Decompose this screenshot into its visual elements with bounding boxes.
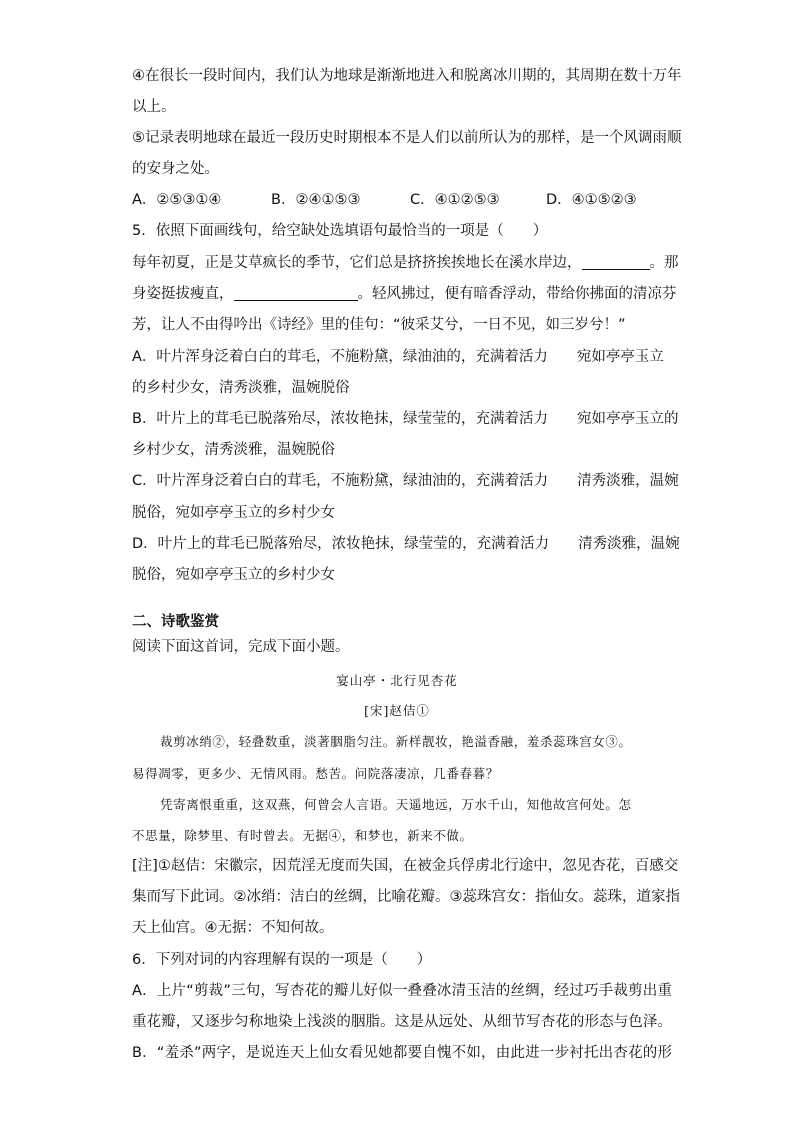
q5-option-a-line-2: 的乡村少女，清秀淡雅，温婉脱俗 (132, 380, 350, 396)
poem-line-2: 易得凋零，更多少、无情风雨。愁苦。问院落凄凉，几番春暮？ (132, 766, 499, 781)
q5-option-a-line-1[interactable]: A．叶片浑身泛着白白的茸毛，不施粉黛，绿油油的，充满着活力 宛如亭亭玉立 (132, 349, 664, 365)
q4-option-a[interactable]: A．②⑤③①④ (132, 192, 222, 208)
q5-passage-line-1: 每年初夏，正是艾草疯长的季节，它们总是挤挤挨挨地长在溪水岸边， 。那 (132, 255, 679, 271)
poem-line-1: 裁剪冰绡②，轻叠数重，淡著胭脂匀注。新样靓妆，艳溢香融，羞杀蕊珠宫女③。 (160, 734, 632, 749)
q6-option-a-line-1[interactable]: A．上片“剪裁”三句，写杏花的瓣儿好似一叠叠冰清玉洁的丝绸，经过巧手裁剪出重 (132, 983, 672, 999)
q5-option-b-line-1[interactable]: B．叶片上的茸毛已脱落殆尽，浓妆艳抹，绿莹莹的，充满着活力 宛如亭亭玉立的 (132, 411, 679, 427)
poem-author: [宋]赵佶① (364, 703, 430, 718)
section-title: 二、诗歌鉴赏 (132, 614, 219, 630)
q5-option-c-line-1[interactable]: C．叶片浑身泛着白白的茸毛，不施粉黛，绿油油的，充满着活力 清秀淡雅，温婉 (132, 473, 679, 489)
q4-option-b[interactable]: B．②④①⑤③ (271, 192, 361, 208)
poem-title: 宴山亭・北行见杏花 (336, 673, 458, 688)
note-line-1: [注]①赵佶：宋徽宗，因荒淫无度而失国，在被金兵俘虏北行途中，忽见杏花，百感交 (132, 858, 679, 874)
q5-passage-line-3: 芳，让人不由得吟出《诗经》里的佳句：“彼采艾兮，一日不见，如三岁兮！” (132, 317, 626, 333)
q5-option-d-line-1[interactable]: D．叶片上的茸毛已脱落殆尽，浓妆艳抹，绿莹莹的，充满着活力 清秀淡雅，温婉 (132, 536, 680, 552)
passage-item-4-line-1: ④在很长一段时间内，我们认为地球是渐渐地进入和脱离冰川期的，其周期在数十万年 (132, 68, 682, 84)
passage-item-5-line-2: 的安身之处。 (132, 161, 219, 177)
note-line-3: 天上仙宫。④无据：不知何故。 (132, 920, 334, 936)
q5-blank-1[interactable] (582, 253, 650, 270)
poem-line-4: 不思量，除梦里、有时曾去。无据④，和梦也，新来不做。 (132, 828, 473, 843)
q6-option-b-line-1[interactable]: B．“羞杀”两字，是说连天上仙女看见她都要自愧不如，由此进一步衬托出杏花的形 (132, 1045, 672, 1061)
q5-option-c-line-2: 脱俗，宛如亭亭玉立的乡村少女 (132, 505, 335, 521)
passage-item-4-line-2: 以上。 (132, 99, 176, 115)
q6-option-a-line-2: 重花瓣，又逐步匀称地染上浅淡的胭脂。这是从远处、从细节写杏花的形态与色泽。 (132, 1014, 672, 1030)
poem-line-3: 凭寄离恨重重，这双燕，何曾会人言语。天遥地远，万水千山，知他故宫何处。怎 (160, 797, 632, 812)
note-line-2: 集而写下此词。②冰绡：洁白的丝绸，比喻花瓣。③蕊珠宫女：指仙女。蕊珠，道家指 (132, 889, 680, 905)
q5-option-d-line-2: 脱俗，宛如亭亭玉立的乡村少女 (132, 567, 335, 583)
q6-stem: 6．下列对词的内容理解有误的一项是（ ） (132, 952, 432, 968)
q5-blank-2[interactable] (234, 284, 358, 301)
section-intro: 阅读下面这首词，完成下面小题。 (132, 639, 350, 655)
q5-stem: 5．依照下面画线句，给空缺处选填语句最恰当的一项是（ ） (132, 223, 548, 239)
q4-option-c[interactable]: C．④①②⑤③ (410, 192, 500, 208)
q5-option-b-line-2: 乡村少女，清秀淡雅，温婉脱俗 (132, 442, 335, 458)
q4-option-d[interactable]: D．④①⑤②③ (546, 192, 637, 208)
q5-passage-line-2: 身姿挺拔瘦直， 。轻风拂过，便有暗香浮动，带给你拂面的清凉芬 (132, 286, 677, 302)
passage-item-5-line-1: ⑤记录表明地球在最近一段历史时期根本不是人们以前所认为的那样，是一个风调雨顺 (132, 130, 682, 146)
